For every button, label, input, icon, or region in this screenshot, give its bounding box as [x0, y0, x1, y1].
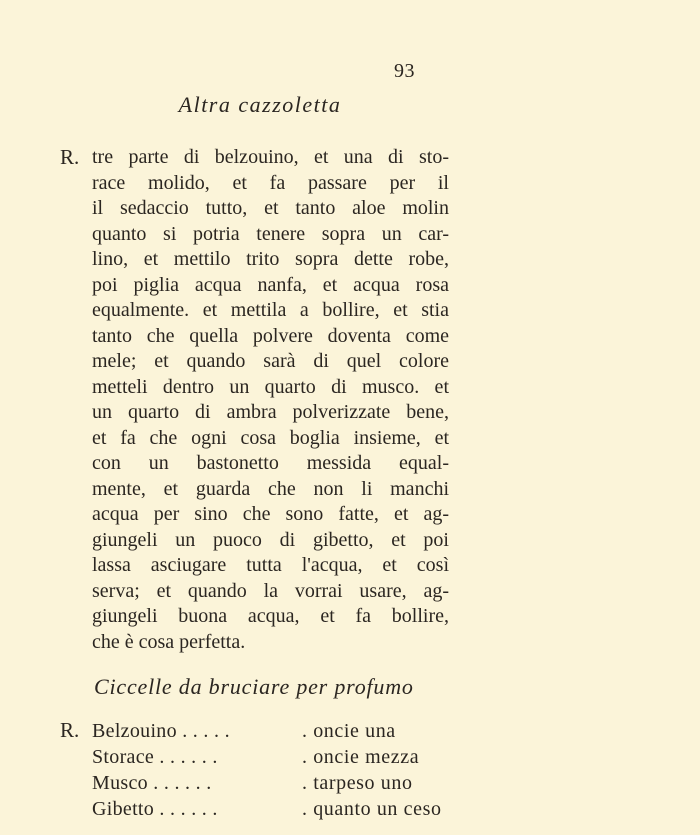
recipe-line: che è cosa perfetta.	[92, 630, 246, 653]
recipe-line: acqua per sino che sono fatte, et ag-	[92, 503, 449, 525]
recipe-line: tre parte di belzouino, et una di sto-	[92, 146, 449, 168]
recipe-line: equalmente. et mettila a bollire, et stia	[92, 299, 449, 321]
ingredient-quantity: . oncie mezza	[302, 746, 420, 768]
ingredient-row	[92, 796, 472, 822]
ingredient-name: Storace . . . . . .	[92, 746, 218, 768]
ingredient-name: Belzouino . . . . .	[92, 720, 230, 742]
recipe-line: mente, et guarda che non li manchi	[92, 477, 449, 500]
ingredient-name: Musco . . . . . .	[92, 772, 212, 794]
recipe-body	[92, 145, 449, 655]
recipe-line: giungeli un puoco di gibetto, et poi	[92, 528, 449, 551]
recipe-line: con un bastonetto messida equal-	[92, 452, 449, 474]
recipe-line: quanto si potria tenere sopra un car-	[92, 222, 449, 245]
ingredient-list	[92, 718, 472, 822]
recipe-line: lino, et mettilo trito sopra dette robe,	[92, 248, 449, 270]
section-title: Ciccelle da bruciare per profumo	[94, 674, 414, 699]
recipe-title: Altra cazzoletta	[178, 92, 342, 117]
recipe-marker: R.	[60, 145, 80, 169]
recipe-line: et fa che ogni cosa boglia insieme, et	[92, 426, 449, 449]
recipe-line: metteli dentro un quarto di musco. et	[92, 375, 449, 398]
ingredient-name: Gibetto . . . . . .	[92, 798, 218, 820]
recipe-line: serva; et quando la vorrai usare, ag-	[92, 579, 449, 602]
recipe-line: giungeli buona acqua, et fa bollire,	[92, 605, 449, 627]
ingredient-quantity: . quanto un ceso	[302, 798, 442, 820]
recipe-line: tanto che quella polvere doventa come	[92, 324, 449, 347]
recipe-line: il sedaccio tutto, et tanto aloe molin	[92, 197, 449, 219]
recipe-line: race molido, et fa passare per il	[92, 171, 449, 194]
recipe-line: mele; et quando sarà di quel colore	[92, 350, 449, 372]
recipe-line: un quarto di ambra polverizzate bene,	[92, 401, 449, 423]
ingredient-row	[92, 770, 472, 796]
recipe-line: poi piglia acqua nanfa, et acqua rosa	[92, 273, 449, 296]
page-number: 93	[394, 60, 415, 82]
ingredient-quantity: . tarpeso uno	[302, 772, 413, 794]
ingredient-row	[92, 718, 472, 744]
ingredient-quantity: . oncie una	[302, 720, 396, 742]
recipe-marker: R.	[60, 718, 80, 742]
recipe-line: lassa asciugare tutta l'acqua, et così	[92, 554, 449, 576]
ingredient-row	[92, 744, 472, 770]
